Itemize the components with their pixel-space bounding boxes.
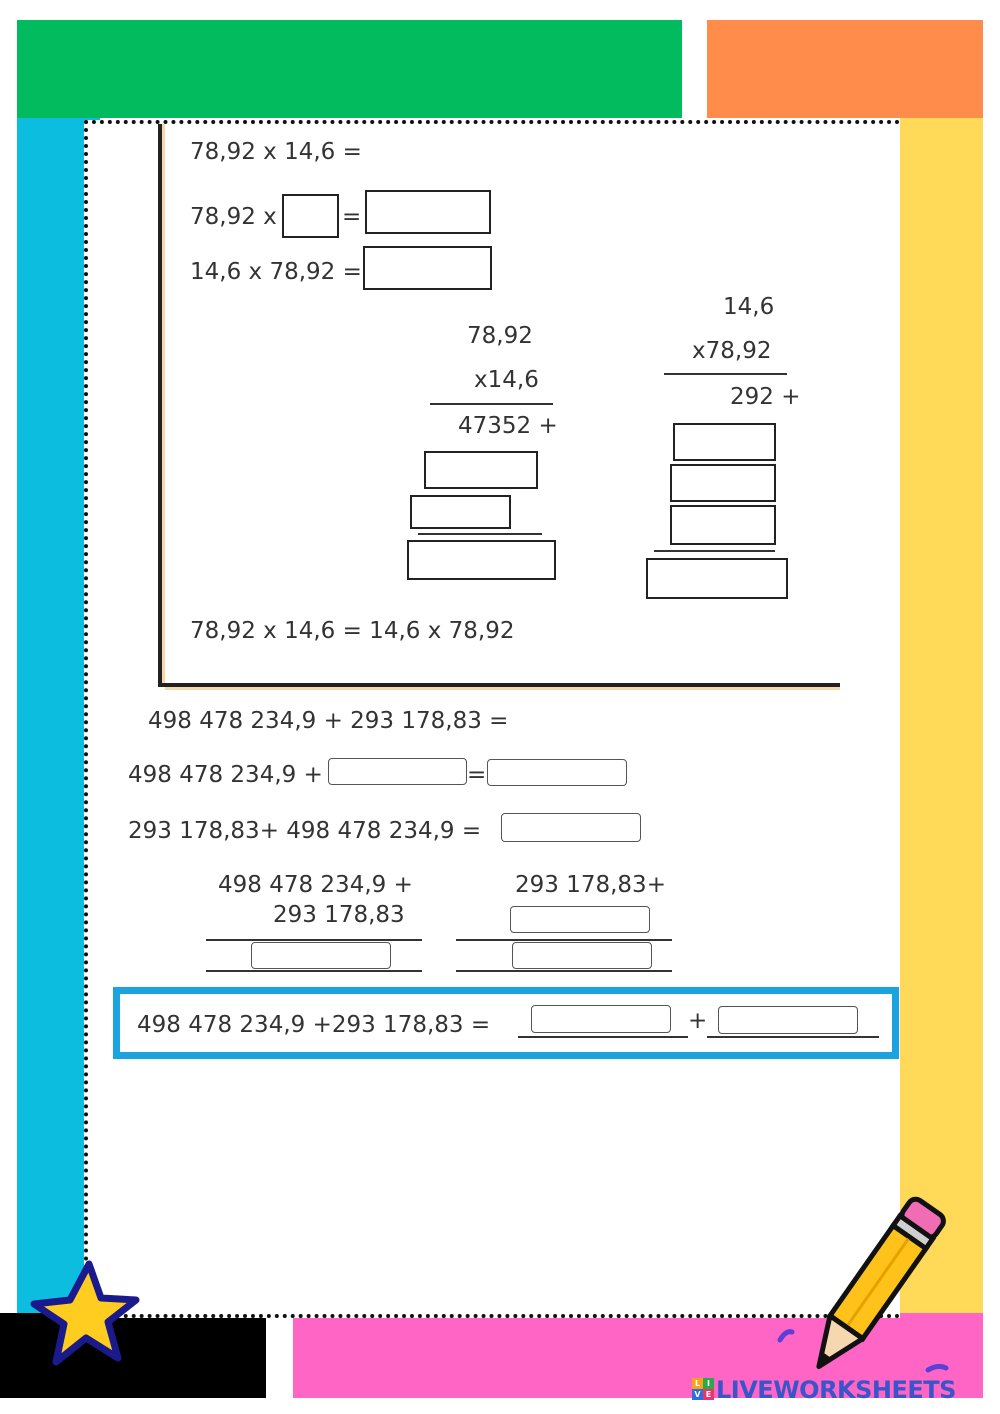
p1-colB-result-input[interactable] [646, 558, 788, 599]
part1-frame-left-shadow [162, 124, 165, 686]
p1-colB-partial-input-2[interactable] [670, 464, 776, 502]
p2-line2-prefix: 498 478 234,9 + [128, 762, 323, 788]
p1-factor-input[interactable] [282, 194, 339, 238]
brand-badge-i: I [703, 1378, 714, 1389]
p1-line2-prefix: 78,92 x [190, 204, 277, 230]
p2-colA-top: 498 478 234,9 + [218, 872, 413, 898]
p1-colA-rule [430, 403, 553, 405]
p1-line3-text: 14,6 x 78,92 = [190, 259, 362, 285]
pencil-icon [770, 1190, 970, 1390]
p1-colB-partial-input-3[interactable] [670, 505, 776, 545]
orange-banner [707, 20, 983, 118]
p1-colA-multiplier: x14,6 [474, 367, 539, 393]
yellow-side-bar [900, 118, 983, 1313]
brand-badge-e: E [703, 1389, 714, 1400]
p2-colB-top: 293 178,83+ [515, 872, 666, 898]
p2-colB-addend-input[interactable] [510, 906, 650, 933]
p2-colA-rule-top [206, 939, 422, 941]
p2-colB-result-input[interactable] [512, 942, 652, 969]
p2-final-rule-1 [518, 1036, 688, 1038]
brand-wordmark: LIVEWORKSHEETS [716, 1376, 956, 1404]
p1-colA-partial-input-1[interactable] [424, 451, 538, 489]
p2-final-prefix: 498 478 234,9 +293 178,83 = [137, 1012, 491, 1038]
p1-colB-sum-rule [654, 550, 775, 552]
p1-line2-equals: = [342, 204, 362, 230]
brand-logo-badge [692, 1378, 714, 1400]
p2-colA-rule-bottom [206, 970, 422, 972]
p1-colA-top: 78,92 [467, 323, 533, 349]
p2-colB-rule-top [456, 939, 672, 941]
part1-frame-bottom-shadow [165, 687, 840, 690]
p2-colB-rule-bottom [456, 970, 672, 972]
p1-colA-result-input[interactable] [407, 540, 556, 580]
p1-product-input-1[interactable] [365, 190, 491, 234]
p1-colB-partial-input-1[interactable] [673, 423, 776, 461]
p1-colA-partial-input-2[interactable] [410, 495, 511, 529]
p1-colA-sum-rule [418, 533, 542, 535]
p1-conclusion: 78,92 x 14,6 = 14,6 x 78,92 [190, 618, 515, 644]
green-banner [17, 20, 682, 118]
p1-line1-text: 78,92 x 14,6 = [190, 139, 362, 165]
p2-final-plus: + [688, 1008, 708, 1034]
p1-colB-rule [664, 373, 787, 375]
p2-line1-text: 498 478 234,9 + 293 178,83 = [148, 708, 509, 734]
p2-sum-input-1[interactable] [487, 759, 627, 786]
p2-final-input-1[interactable] [531, 1005, 671, 1033]
p1-colA-partial: 47352 + [458, 413, 558, 439]
p2-final-input-2[interactable] [718, 1006, 858, 1034]
p2-final-rule-2 [707, 1036, 879, 1038]
p1-colB-top: 14,6 [723, 294, 775, 320]
p2-colA-second: 293 178,83 [273, 902, 405, 928]
brand-badge-v: V [692, 1389, 703, 1400]
star-icon [26, 1258, 140, 1368]
p2-colA-result-input[interactable] [251, 942, 391, 969]
brand-badge-l: L [692, 1378, 703, 1389]
p2-sum-input-2[interactable] [501, 813, 641, 842]
p2-line3-text: 293 178,83+ 498 478 234,9 = [128, 818, 482, 844]
p2-addend-input[interactable] [328, 758, 467, 785]
p2-line2-equals: = [467, 762, 487, 788]
p1-colB-partial: 292 + [730, 384, 801, 410]
p1-product-input-2[interactable] [363, 246, 492, 290]
p1-colB-multiplier: x78,92 [692, 338, 772, 364]
